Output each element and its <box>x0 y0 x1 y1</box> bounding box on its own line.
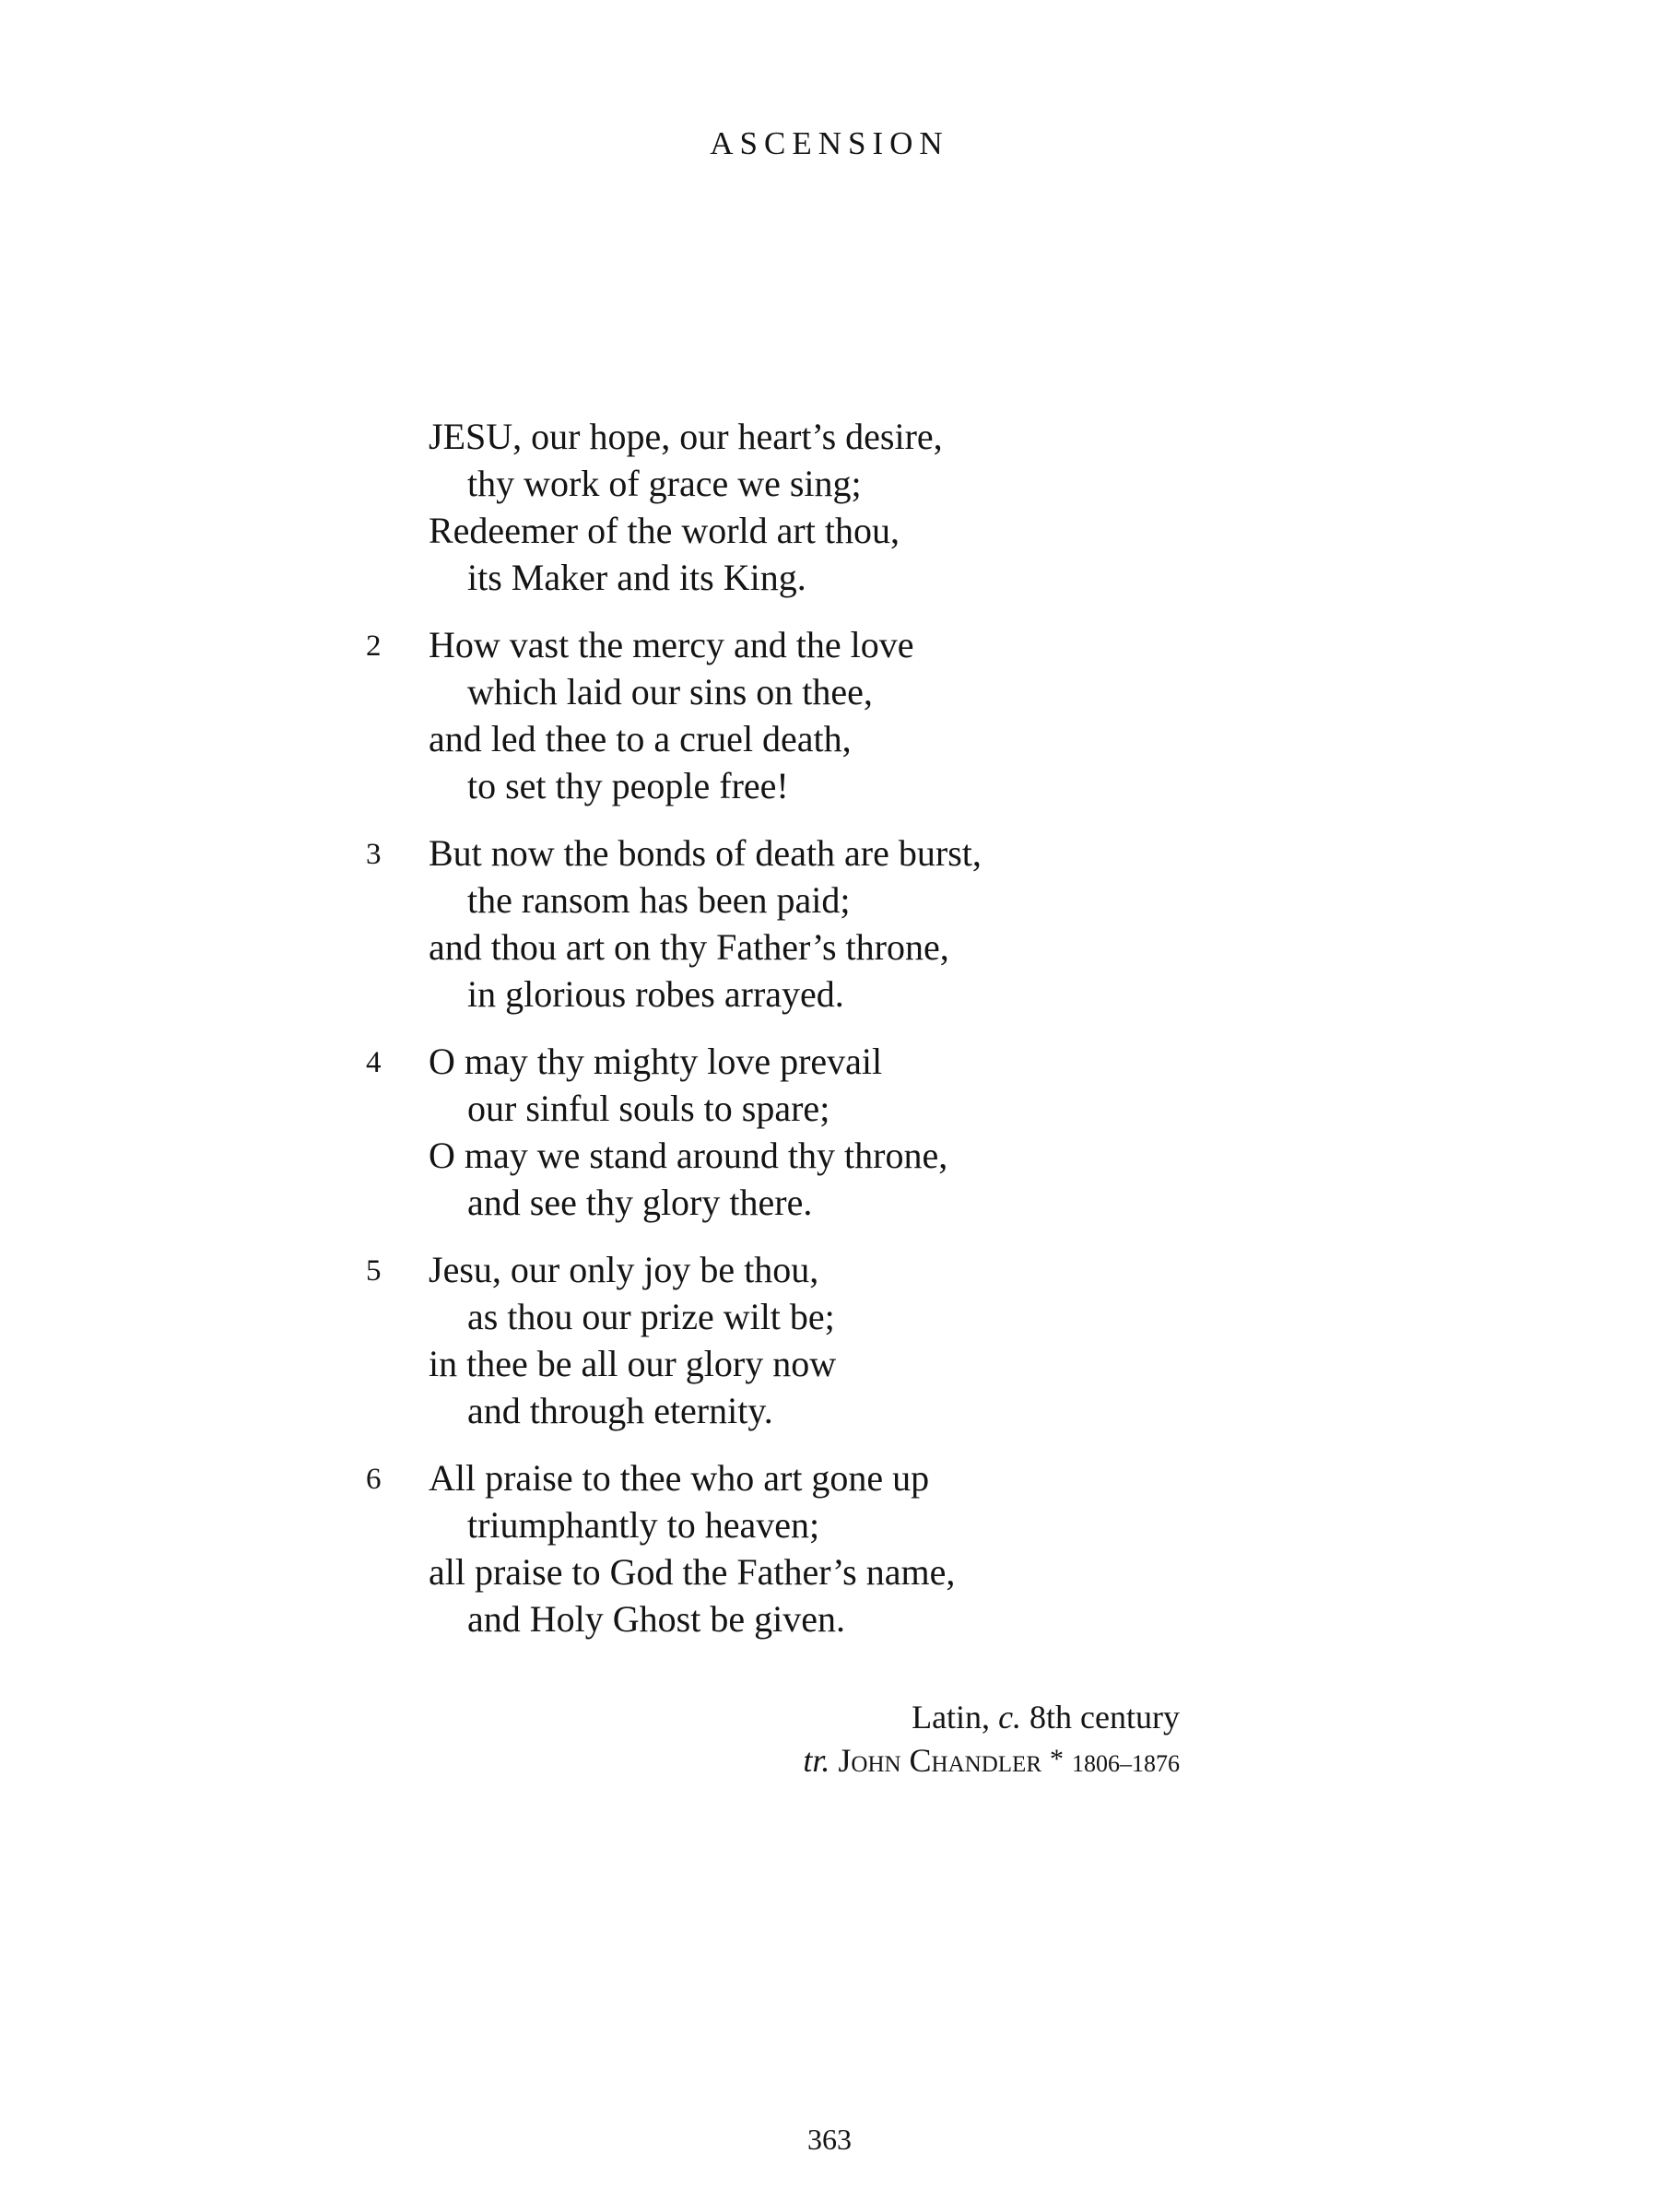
verse-line: triumphantly to heaven; <box>467 1504 820 1546</box>
verse-number: 4 <box>366 1046 382 1079</box>
origin-suffix: 8th century <box>1021 1699 1180 1735</box>
verse-line: O may we stand around thy throne, <box>429 1135 948 1176</box>
verse-line: in glorious robes arrayed. <box>467 973 844 1015</box>
origin-circa: c. <box>998 1699 1022 1735</box>
verse-4 <box>366 1038 1350 1226</box>
verse-3 <box>366 830 1350 1018</box>
hymn-attribution <box>803 1696 1180 1785</box>
verse-line: How vast the mercy and the love <box>429 624 914 665</box>
translator-dates: 1806–1876 <box>1072 1750 1180 1777</box>
verse-line: and Holy Ghost be given. <box>467 1598 845 1640</box>
origin-line <box>803 1696 1180 1738</box>
page-number: 363 <box>807 2123 852 2156</box>
verse-line: as thou our prize wilt be; <box>467 1296 835 1337</box>
hymn-text <box>366 413 1350 1663</box>
verse-line: which laid our sins on thee, <box>467 671 873 712</box>
verse-number: 3 <box>366 838 382 871</box>
verse-number: 2 <box>366 629 382 663</box>
verse-line: and led thee to a cruel death, <box>429 718 852 759</box>
verse-line: its Maker and its King. <box>467 557 806 598</box>
verse-line: All praise to thee who art gone up <box>429 1457 930 1499</box>
verse-line: and through eternity. <box>467 1390 773 1431</box>
verse-line: JESU, our hope, our heart’s desire, <box>429 416 943 457</box>
verse-line: in thee be all our glory now <box>429 1343 837 1384</box>
section-title: ASCENSION <box>710 125 949 161</box>
verse-line: Redeemer of the world art thou, <box>429 510 900 551</box>
verse-line: the ransom has been paid; <box>467 879 851 921</box>
origin-prefix: Latin, <box>912 1699 999 1735</box>
translator-line <box>803 1738 1180 1785</box>
verse-number: 5 <box>366 1254 382 1288</box>
verse-line: O may thy mighty love prevail <box>429 1041 883 1082</box>
verse-line: But now the bonds of death are burst, <box>429 832 982 874</box>
verse-line: Jesu, our only joy be thou, <box>429 1249 819 1290</box>
verse-line: our sinful souls to spare; <box>467 1088 830 1129</box>
verse-line: thy work of grace we sing; <box>467 463 862 504</box>
verse-line: to set thy people free! <box>467 765 789 806</box>
verse-number: 6 <box>366 1463 382 1496</box>
verse-5 <box>366 1246 1350 1434</box>
translator-name: John Chandler <box>838 1742 1041 1779</box>
verse-line: and thou art on thy Father’s throne, <box>429 926 949 968</box>
verse-1 <box>429 413 1350 601</box>
verse-6 <box>366 1454 1350 1642</box>
translator-prefix: tr. <box>803 1742 830 1779</box>
verse-2 <box>366 621 1350 809</box>
asterisk-icon: * <box>1050 1744 1064 1774</box>
verse-line: all praise to God the Father’s name, <box>429 1551 956 1593</box>
verse-line: and see thy glory there. <box>467 1182 813 1223</box>
